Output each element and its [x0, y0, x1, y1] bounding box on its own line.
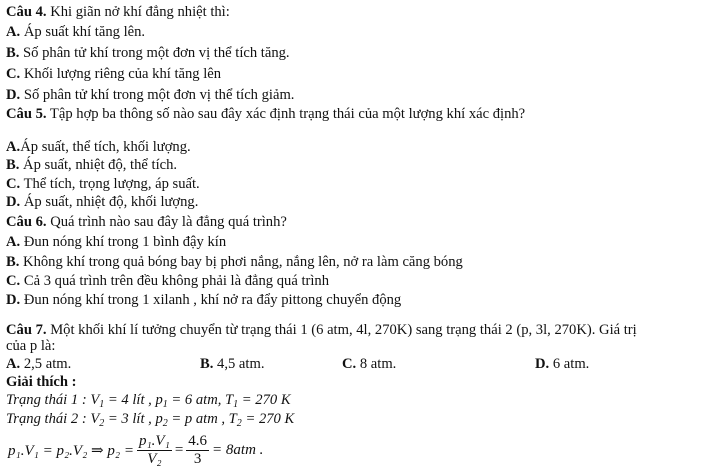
q5-option-d: [6, 193, 198, 211]
option-text: Đun nóng khí trong 1 xilanh , khí nở ra đẩy pittong chuyển động: [20, 292, 402, 308]
q7-label: Câu 7.: [6, 322, 47, 338]
option-key: D.: [535, 356, 550, 372]
option-key: D.: [6, 87, 21, 103]
fraction-p1v1-over-v2: [137, 433, 172, 468]
q4-option-a: [6, 23, 145, 41]
fraction-denominator: V₂: [147, 450, 162, 467]
state2-p-sub: 2: [162, 418, 168, 429]
q5-question: [6, 105, 525, 123]
option-key: C.: [6, 66, 21, 82]
state2-v-val: = 3 lít , p: [104, 411, 163, 427]
q6-question: [6, 213, 287, 231]
option-key: A.: [6, 356, 21, 372]
explanation-heading-text: Giải thích :: [6, 374, 77, 390]
state1-v-val: = 4 lít , p: [104, 392, 163, 408]
option-key: C.: [6, 176, 21, 192]
formula-result: = 8atm .: [212, 441, 264, 458]
q7-text: Một khối khí lí tưởng chuyển từ trạng thái 1 (6 atm, 4l, 270K) sang trạng thái 2 (p, 3l, 270K). Giá trị: [46, 322, 637, 338]
q7-question: [6, 321, 637, 339]
equals-sign: =: [174, 441, 184, 458]
option-text: Số phân tử khí trong một đơn vị thể tích tăng.: [19, 45, 290, 61]
option-key: D.: [6, 292, 21, 308]
state1-t-sub: 1: [233, 399, 239, 410]
q6-option-b: [6, 253, 463, 271]
option-text: 2,5 atm.: [20, 356, 72, 372]
option-text: Đun nóng khí trong 1 bình đậy kín: [20, 234, 227, 250]
q4-text: Khi giãn nở khí đẳng nhiệt thì:: [46, 4, 230, 20]
state2-prefix: Trạng thái 2 : V: [6, 411, 100, 427]
option-key: B.: [6, 45, 20, 61]
fraction-numeric: [186, 433, 209, 468]
option-key: B.: [6, 157, 20, 173]
option-key: D.: [6, 194, 21, 210]
q7-question-line2: của p là:: [6, 338, 56, 354]
q5-option-b: [6, 156, 177, 174]
q4-option-d: [6, 86, 294, 104]
q4-option-c: [6, 65, 221, 83]
q7-option-d: [535, 355, 589, 373]
q4-label: Câu 4.: [6, 4, 47, 20]
q6-option-c: [6, 272, 329, 290]
option-text: Áp suất, thể tích, khối lượng.: [20, 139, 191, 155]
fraction-numerator: p₁.V₁: [138, 432, 170, 449]
option-key: A.: [6, 234, 21, 250]
option-text: Khối lượng riêng của khí tăng lên: [20, 66, 222, 82]
option-text: Áp suất khí tăng lên.: [20, 24, 146, 40]
state2-p-val: = p atm , T: [167, 411, 237, 427]
state2-t-val: = 270 K: [241, 411, 295, 427]
state1-v-sub: 1: [99, 399, 105, 410]
option-text: Cả 3 quá trình trên đều không phải là đẳng quá trình: [20, 273, 330, 289]
fraction-numerator: 4.6: [188, 432, 208, 449]
q5-label: Câu 5.: [6, 106, 47, 122]
option-key: C.: [6, 273, 21, 289]
q6-option-a: [6, 233, 226, 251]
option-text: Áp suất, nhiệt độ, thể tích.: [19, 157, 178, 173]
q7-option-b: [200, 355, 264, 373]
q7-option-a: [6, 355, 71, 373]
q6-option-d: [6, 291, 401, 309]
option-key: C.: [342, 356, 357, 372]
option-text: 8 atm.: [356, 356, 397, 372]
fraction-denominator: 3: [193, 450, 202, 467]
option-key: B.: [200, 356, 214, 372]
q4-option-b: [6, 44, 290, 62]
state1-t-val: = 270 K: [238, 392, 291, 408]
state1-p-val: = 6 atm, T: [167, 392, 234, 408]
option-key: A.: [6, 24, 21, 40]
state2-v-sub: 2: [99, 418, 105, 429]
q4-question: [6, 3, 230, 21]
option-text: Thể tích, trọng lượng, áp suất.: [20, 176, 200, 192]
q5-option-c: [6, 175, 200, 193]
state1-prefix: Trạng thái 1 : V: [6, 392, 100, 408]
q5-text: Tập hợp ba thông số nào sau đây xác định trạng thái của một lượng khí xác định?: [46, 106, 526, 122]
option-key: A.: [6, 139, 21, 155]
state1-p-sub: 1: [162, 399, 168, 410]
option-text: 4,5 atm.: [213, 356, 265, 372]
state2-t-sub: 2: [236, 418, 242, 429]
q6-text: Quá trình nào sau đây là đẳng quá trình?: [46, 214, 287, 230]
option-text: Áp suất, nhiệt độ, khối lượng.: [20, 194, 199, 210]
explanation-heading: [6, 373, 77, 391]
q6-label: Câu 6.: [6, 214, 47, 230]
boyle-formula: [8, 430, 263, 470]
option-text: Số phân tử khí trong một đơn vị thể tích giảm.: [20, 87, 295, 103]
q7-option-c: [342, 355, 396, 373]
q5-option-a: [6, 138, 191, 156]
option-text: 6 atm.: [549, 356, 590, 372]
option-key: B.: [6, 254, 20, 270]
formula-lhs: p₁.V₁ = p₂.V₂ ⇒ p₂ =: [8, 442, 134, 459]
option-text: Không khí trong quả bóng bay bị phơi nắng, nắng lên, nở ra làm căng bóng: [19, 254, 463, 270]
